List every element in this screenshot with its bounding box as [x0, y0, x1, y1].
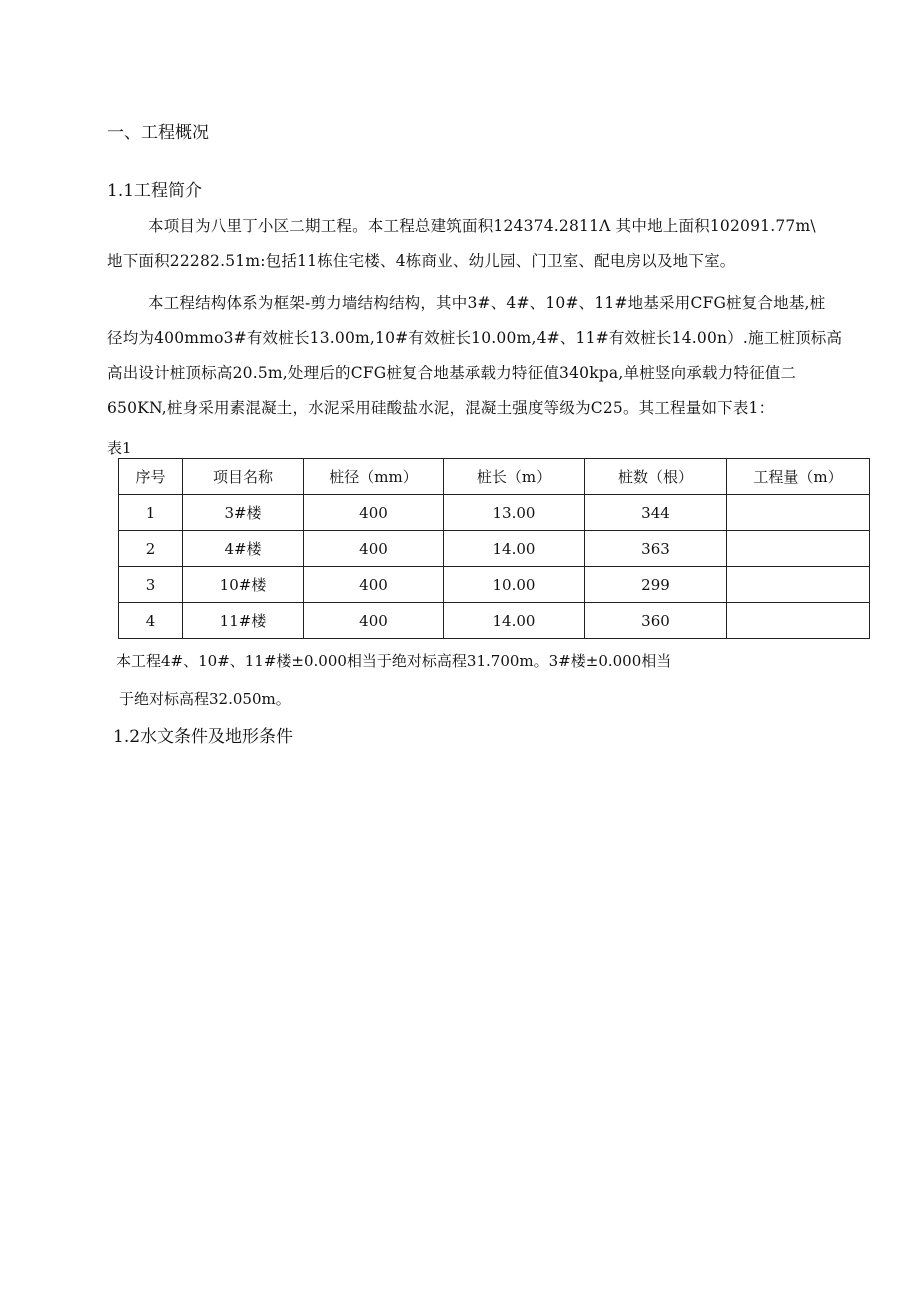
header-cell-pile-diameter: 桩径（mm） [304, 459, 444, 495]
cell-pile-length: 13.00 [444, 495, 585, 531]
structure-paragraph-line-3: 高出设计桩顶标高20.5m,处理后的CFG桩复合地基承载力特征值340kpa,单桩竖向承载力特征值二 [107, 364, 797, 382]
cell-pile-length: 14.00 [444, 603, 585, 639]
table-row [119, 567, 870, 603]
cell-index: 4 [119, 603, 183, 639]
cell-quantity [727, 603, 870, 639]
cell-quantity [727, 531, 870, 567]
cell-index: 2 [119, 531, 183, 567]
cell-pile-diameter: 400 [304, 531, 444, 567]
cell-pile-length: 10.00 [444, 567, 585, 603]
cell-pile-count: 299 [585, 567, 727, 603]
header-cell-pile-length: 桩长（m） [444, 459, 585, 495]
table-row [119, 531, 870, 567]
cell-index: 3 [119, 567, 183, 603]
cell-pile-length: 14.00 [444, 531, 585, 567]
elevation-note-line-1: 本工程4#、10#、11#楼±0.000相当于绝对标高程31.700m。3#楼±0.000相当 [116, 652, 672, 670]
table-caption: 表1 [107, 439, 132, 457]
cell-index: 1 [119, 495, 183, 531]
structure-paragraph-line-2: 径均为400mmo3#有效桩长13.00m,10#有效桩长10.00m,4#、11#有效桩长14.00n）.施工桩顶标高 [107, 329, 843, 347]
intro-paragraph-line-2: 地下面积22282.51m:包括11栋住宅楼、4栋商业、幼儿园、门卫室、配电房以及地下室。 [107, 252, 736, 270]
elevation-note-line-2: 于绝对标高程32.050m。 [119, 690, 291, 708]
subsection-heading-intro: 1.1工程简介 [107, 181, 203, 201]
pile-quantity-table [118, 458, 870, 639]
structure-paragraph-line-1: 本工程结构体系为框架-剪力墙结构结构，其中3#、4#、10#、11#地基采用CFG桩复合地基,桩 [148, 294, 826, 312]
cell-pile-count: 363 [585, 531, 727, 567]
cell-pile-diameter: 400 [304, 603, 444, 639]
structure-paragraph-line-4: 650KN,桩身采用素混凝土，水泥采用硅酸盐水泥，混凝土强度等级为C25。其工程量如下表1： [107, 399, 775, 417]
cell-project-name: 10#楼 [183, 567, 304, 603]
table-row [119, 495, 870, 531]
cell-quantity [727, 495, 870, 531]
intro-paragraph-line-1: 本项目为八里丁小区二期工程。本工程总建筑面积124374.2811Λ 其中地上面积102091.77m\ [148, 217, 816, 235]
cell-project-name: 11#楼 [183, 603, 304, 639]
table-row [119, 603, 870, 639]
subsection-heading-hydrology: 1.2水文条件及地形条件 [113, 727, 294, 747]
header-cell-project-name: 项目名称 [183, 459, 304, 495]
header-cell-quantity: 工程量（m） [727, 459, 870, 495]
cell-pile-diameter: 400 [304, 495, 444, 531]
cell-pile-diameter: 400 [304, 567, 444, 603]
cell-project-name: 3#楼 [183, 495, 304, 531]
cell-project-name: 4#楼 [183, 531, 304, 567]
table-header-row [119, 459, 870, 495]
cell-quantity [727, 567, 870, 603]
cell-pile-count: 344 [585, 495, 727, 531]
section-heading-overview: 一、工程概况 [107, 123, 209, 143]
header-cell-pile-count: 桩数（根） [585, 459, 727, 495]
cell-pile-count: 360 [585, 603, 727, 639]
header-cell-index: 序号 [119, 459, 183, 495]
